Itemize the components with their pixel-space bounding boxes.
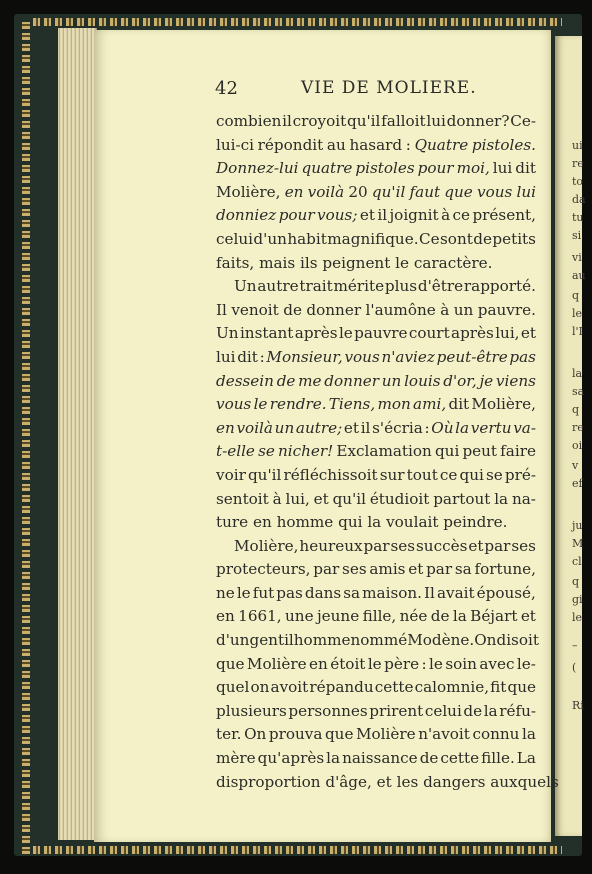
text-line: donniez pour vous; et il joignit à ce présent, (216, 206, 536, 225)
facing-page-fragment: v (572, 459, 579, 472)
facing-page-fragment: tu (572, 211, 584, 224)
text-line: plusieurs personnes prirent celui de la réfu- (216, 701, 536, 720)
facing-page-fragment: gi (572, 593, 583, 606)
text-line: Un instant après le pauvre court après lui, et (216, 324, 536, 343)
facing-page-fragment: cl (572, 555, 582, 568)
facing-page-fragment: q (572, 575, 580, 588)
facing-page-fragment: si (572, 229, 582, 242)
text-line: Il venoit de donner l'aumône à un pauvre. (216, 300, 536, 319)
facing-page-fragment: ( (572, 661, 577, 674)
gilt-border-bottom (22, 846, 562, 854)
facing-page-fragment: M (572, 537, 584, 550)
facing-page-fragment: au (572, 269, 586, 282)
facing-page-fragment: le (572, 611, 583, 624)
text-line: lui-ci répondit au hasard : Quatre pistoles. (216, 135, 536, 154)
facing-page-fragment: – (572, 639, 578, 652)
page-header (215, 78, 535, 104)
text-line: combien il croyoit qu'il falloit lui donner? Ce- (216, 112, 536, 130)
facing-page-fragment: q (572, 289, 580, 302)
text-line: en 1661, une jeune fille, née de la Béjart et (216, 607, 536, 626)
text-line: quel on avoit répandu cette calomnie, fit que (216, 678, 536, 697)
text-line: voir qu'il réfléchissoit sur tout ce qui se pré- (216, 465, 536, 484)
text-line: vous le rendre. Tiens, mon ami, dit Molière, (216, 395, 536, 414)
facing-page-fragment: re (572, 157, 584, 170)
facing-page-fragment: ef (572, 477, 583, 490)
gilt-border-top (22, 18, 562, 26)
text-line: que Molière en étoit le père : le soin avec le- (216, 654, 536, 673)
facing-page-fragment: da (572, 193, 586, 206)
facing-page-fragment: la (572, 367, 583, 380)
text-line: Molière, heureux par ses succès et par ses (234, 536, 536, 555)
facing-page-fragment: le (572, 307, 583, 320)
facing-page-fragment: oi (572, 439, 583, 452)
text-line: faits, mais ils peignent le caractère. (216, 253, 493, 272)
facing-page-fragment: re (572, 421, 584, 434)
facing-page-fragment: l'I (572, 325, 583, 338)
facing-page-fragment: to (572, 175, 584, 188)
text-line: protecteurs, par ses amis et par sa fortune, (216, 560, 536, 579)
text-line: ter. On prouva que Molière n'avoit connu la (216, 725, 536, 744)
text-line: celui d'un habit magnifique. Ce sont de petits (216, 229, 536, 248)
text-line: Un autre trait mérite plus d'être rapporté. (234, 277, 536, 296)
text-line: lui dit : Monsieur, vous n'aviez peut-être pas (216, 347, 536, 366)
facing-page-edge (555, 36, 582, 836)
text-line: mère qu'après la naissance de cette fille. La (216, 749, 536, 768)
facing-page-fragment: vi (572, 251, 582, 264)
text-line: disproportion d'âge, et les dangers auxquels (216, 772, 559, 791)
text-line: d'un gentilhomme nommé Modène. On disoit (216, 631, 539, 650)
page-number: 42 (215, 78, 238, 99)
facing-page-fragment: Ri (572, 699, 584, 712)
running-head: VIE DE MOLIERE. (301, 78, 477, 98)
text-line: t-elle se nicher! Exclamation qui peut faire (216, 442, 536, 461)
page-block-edge (58, 28, 97, 840)
text-line: sentoit à lui, et qu'il étudioit partout la na- (216, 489, 536, 508)
text-line: dessein de me donner un louis d'or, je viens (216, 371, 536, 390)
text-line: ture en homme qui la voulait peindre. (216, 513, 508, 532)
text-line: Molière, en voilà 20 qu'il faut que vous lui (216, 182, 536, 201)
text-line: Donnez-lui quatre pistoles pour moi, lui dit (216, 159, 536, 178)
facing-page-fragment: sa (572, 385, 585, 398)
body-text (216, 110, 559, 794)
facing-page-fragment: ju (572, 519, 583, 532)
text-line: en voilà un autre; et il s'écria : Où la vertu va- (216, 418, 536, 437)
facing-page-fragment: q (572, 403, 580, 416)
gilt-border-left (22, 18, 30, 854)
facing-page-fragment: ui (572, 139, 583, 152)
text-line: ne le fut pas dans sa maison. Il avait épousé, (216, 583, 536, 602)
